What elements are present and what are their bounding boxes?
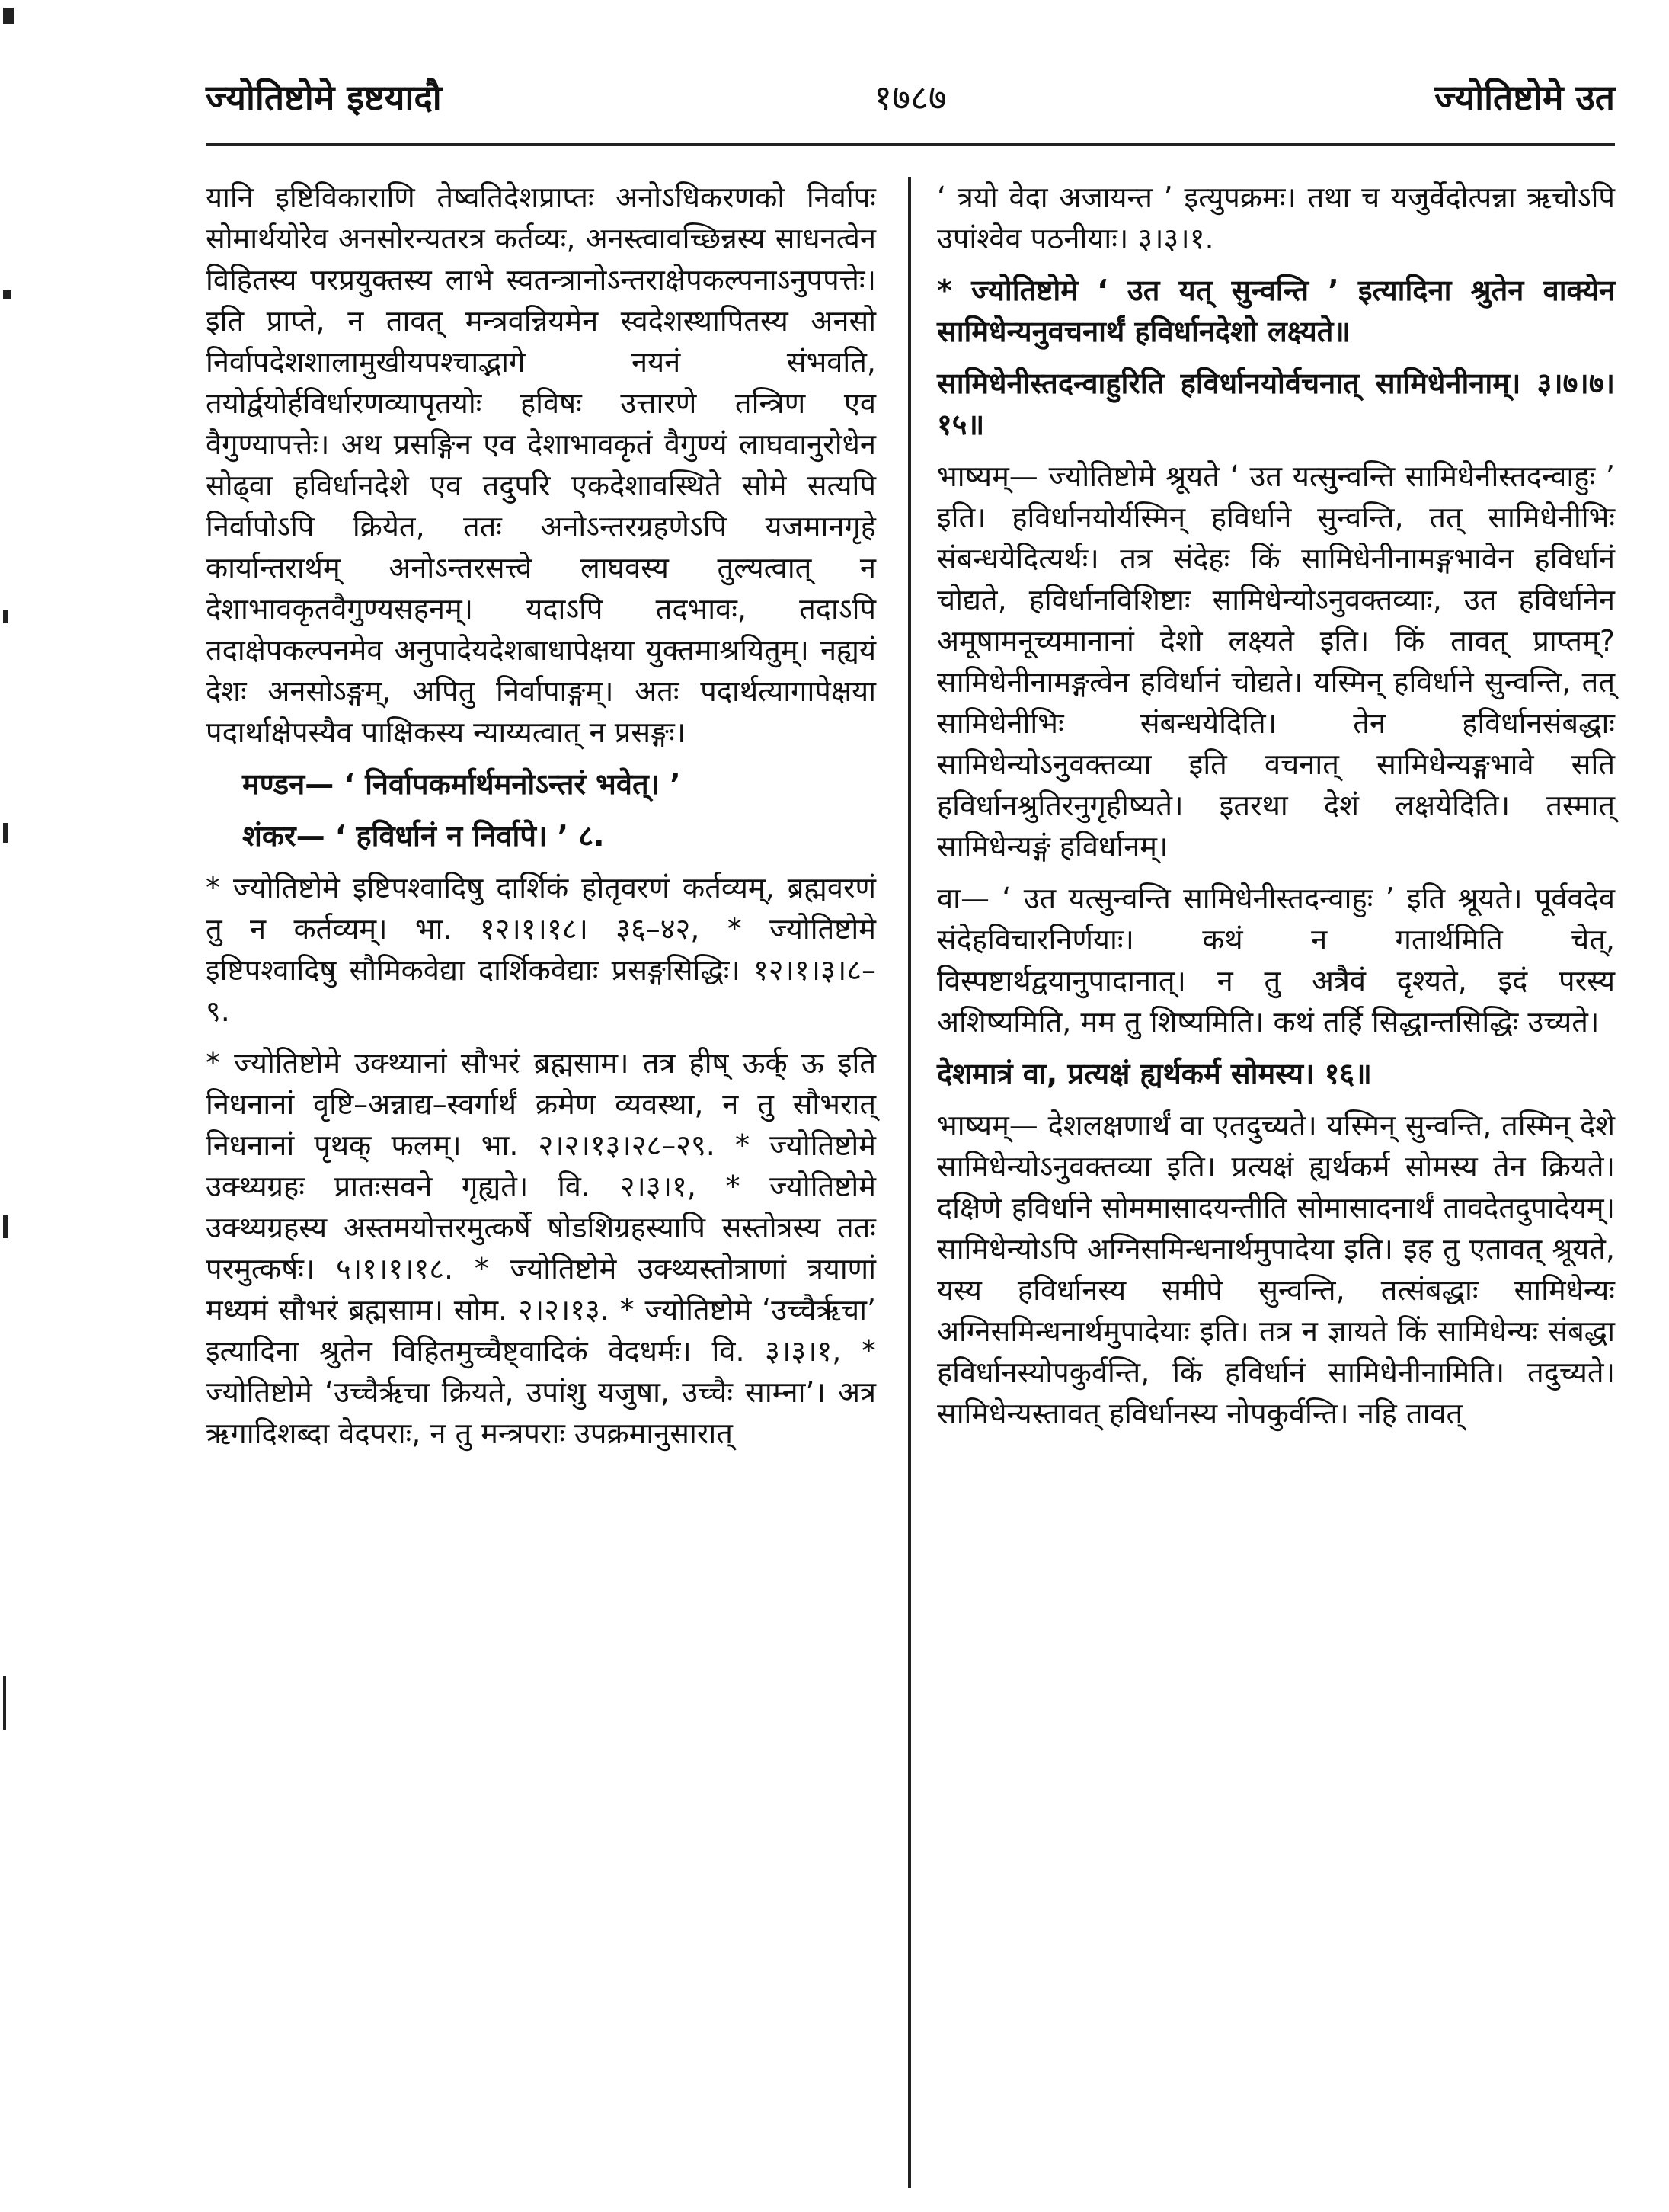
mandana-verse: मण्डन— ‘ निर्वापकर्मार्थमनोऽन्तरं भवेत्। ’ — [242, 767, 681, 801]
sutra: देशमात्रं वा, प्रत्यक्षं ह्यर्थकर्म सोमस्य। १६॥ — [937, 1057, 1372, 1090]
right-column — [937, 177, 1615, 1445]
sutra: सामिधेनीस्तदन्वाहुरिति हविर्धानयोर्वचनात् सामिधेनीनाम्। ३।७।७।१५॥ — [937, 367, 1615, 441]
topic-heading: * ज्योतिष्टोमे ‘ उत यत् सुन्वन्ति ’ इत्यादिना श्रुतेन वाक्येन सामिधेन्यनुवचनार्थं हविर्धानदेशो लक्ष्यते॥ — [937, 274, 1615, 348]
paragraph: * ज्योतिष्टोमे इष्टिपश्वादिषु दार्शिकं होतृवरणं कर्तव्यम्, ब्रह्मवरणं तु न कर्तव्यम्। भा. १२।१।१८। ३६–४२, * ज्योतिष्टोमे इष्टिपश्वादिषु सौमिकवेद्या दार्शिकवेद्याः प्रसङ्गसिद्धिः। १२।१।३।८–९. — [206, 871, 876, 1028]
page-number: १७८७ — [874, 77, 947, 118]
column-divider — [908, 177, 911, 2188]
running-title-right: ज्योतिष्टोमे उत — [1434, 77, 1615, 118]
bhashya-paragraph: भाष्यम्— देशलक्षणार्थं वा एतदुच्यते। यस्मिन् सुन्वन्ति, तस्मिन् देशे सामिधेन्योऽनुवक्तव्या इति। प्रत्यक्षं ह्यर्थकर्म सोमस्य तेन क्रियते। दक्षिणे हविर्धाने सोममासादयन्तीति सोमासादनार्थं तावदेतदुपादेयम्। सामिधेन्योऽपि अग्निसमिन्धनार्थमुपादेया इति। इह तु एतावत् श्रूयते, यस्य हविर्धानस्य समीपे सुन्वन्ति, तत्संबद्धाः सामिधेन्यः अग्निसमिन्धनार्थमुपादेयाः इति। तत्र न ज्ञायते किं सामिधेन्यः संबद्धा हविर्धानस्योपकुर्वन्ति, किं हविर्धानं सामिधेनीनामिति। तदुच्यते। सामिधेन्यस्तावत् हविर्धानस्य नोपकुर्वन्ति। नहि तावत् — [937, 1109, 1615, 1430]
margin-scan-marks — [0, 0, 30, 2212]
running-title-left: ज्योतिष्टोमे इष्टयादौ — [206, 77, 442, 118]
shankara-verse: शंकर— ‘ हविर्धानं न निर्वापे। ’ ८. — [242, 819, 605, 853]
paragraph: यानि इष्टिविकाराणि तेष्वतिदेशप्राप्तः अनोऽधिकरणको निर्वापः सोमार्थयोरेव अनसोरन्यतरत्र कर्तव्यः, अनस्त्वावच्छिन्नस्य साधनत्वेन विहितस्य परप्रयुक्तस्य लाभे स्वतन्त्रानोऽन्तराक्षेपकल्पनाऽनुपपत्तेः। इति प्राप्ते, न तावत् मन्त्रवन्नियमेन स्वदेशस्थापितस्य अनसो निर्वापदेशशालामुखीयपश्चाद्भागे नयनं संभवति, तयोर्द्वयोर्हविर्धारणव्यापृतयोः हविषः उत्तारणे तन्त्रिण एव वैगुण्यापत्तेः। अथ प्रसङ्गिन एव देशाभावकृतं वैगुण्यं लाघवानुरोधेन सोढ्वा हविर्धानदेशे एव तदुपरि एकदेशावस्थिते सोमे सत्यपि निर्वापोऽपि क्रियेत, ततः अनोऽन्तरग्रहणेऽपि यजमानगृहे कार्यान्तरार्थम् अनोऽन्तरसत्त्वे लाघवस्य तुल्यत्वात् न देशाभावकृतवैगुण्यसहनम्। यदाऽपि तदभावः, तदाऽपि तदाक्षेपकल्पनमेव अनुपादेयदेशबाधापेक्षया युक्तमाश्रयितुम्। नह्ययं देशः अनसोऽङ्गम्, अपितु निर्वापाङ्गम्। अतः पदार्थत्यागापेक्षया पदार्थाक्षेपस्यैव पाक्षिकस्य न्याय्यत्वात् न प्रसङ्गः। — [206, 181, 876, 749]
left-column — [206, 177, 876, 1465]
header-rule — [206, 143, 1615, 146]
page-header — [206, 73, 1615, 133]
paragraph: ‘ त्रयो वेदा अजायन्त ’ इत्युपक्रमः। तथा च यजुर्वेदोत्पन्ना ऋचोऽपि उपांश्वेव पठनीयाः। ३।३।१. — [937, 181, 1615, 255]
paragraph: * ज्योतिष्टोमे उक्थ्यानां सौभरं ब्रह्मसाम। तत्र हीष् ऊर्क् ऊ इति निधनानां वृष्टि–अन्नाद्य–स्वर्गार्थं क्रमेण व्यवस्था, न तु सौभरात् निधनानां पृथक् फलम्। भा. २।२।१३।२८–२९. * ज्योतिष्टोमे उक्थ्यग्रहः प्रातःसवने गृह्यते। वि. २।३।१, * ज्योतिष्टोमे उक्थ्यग्रहस्य अस्तमयोत्तरमुत्कर्षे षोडशिग्रहस्यापि सस्तोत्रस्य ततः परमुत्कर्षः। ५।१।१।१८. * ज्योतिष्टोमे उक्थ्यस्तोत्राणां त्रयाणां मध्यमं सौभरं ब्रह्मसाम। सोम. २।२।१३. * ज्योतिष्टोमे ‘उच्चैर्ऋचा’ इत्यादिना श्रुतेन विहितमुच्चैष्ट्वादिकं वेदधर्मः। वि. ३।३।१, * ज्योतिष्टोमे ‘उच्चैर्ऋचा क्रियते, उपांशु यजुषा, उच्चैः साम्ना’। अत्र ऋगादिशब्दा वेदपराः, न तु मन्त्रपराः उपक्रमानुसारात् — [206, 1046, 876, 1450]
bhashya-paragraph: भाष्यम्— ज्योतिष्टोमे श्रूयते ‘ उत यत्सुन्वन्ति सामिधेनीस्तदन्वाहुः ’ इति। हविर्धानयोर्यस्मिन् हविर्धाने सुन्वन्ति, तत् सामिधेनीभिः संबन्धयेदित्यर्थः। तत्र संदेहः किं सामिधेनीनामङ्गभावेन हविर्धानं चोद्यते, हविर्धानविशिष्टाः सामिधेन्योऽनुवक्तव्याः, उत हविर्धानेन अमूषामनूच्यमानानां देशो लक्ष्यते इति। किं तावत् प्राप्तम्? सामिधेनीनामङ्गत्वेन हविर्धानं चोद्यते। यस्मिन् हविर्धाने सुन्वन्ति, तत् सामिधेनीभिः संबन्धयेदिति। तेन हविर्धानसंबद्धाः सामिधेन्योऽनुवक्तव्या इति वचनात् सामिधेन्यङ्गभावे सति हविर्धानश्रुतिरनुगृहीष्यते। इतरथा देशं लक्षयेदिति। तस्मात् सामिधेन्यङ्गं हविर्धानम्। — [937, 459, 1615, 863]
vartika-paragraph: वा— ‘ उत यत्सुन्वन्ति सामिधेनीस्तदन्वाहुः ’ इति श्रूयते। पूर्ववदेव संदेहविचारनिर्णयाः। कथं न गतार्थमिति चेत्, विस्पष्टार्थद्वयानुपादानात्। न तु अत्रैवं दृश्यते, इदं परस्य अशिष्यमिति, मम तु शिष्यमिति। कथं तर्हि सिद्धान्तसिद्धिः उच्यते। — [937, 882, 1615, 1039]
